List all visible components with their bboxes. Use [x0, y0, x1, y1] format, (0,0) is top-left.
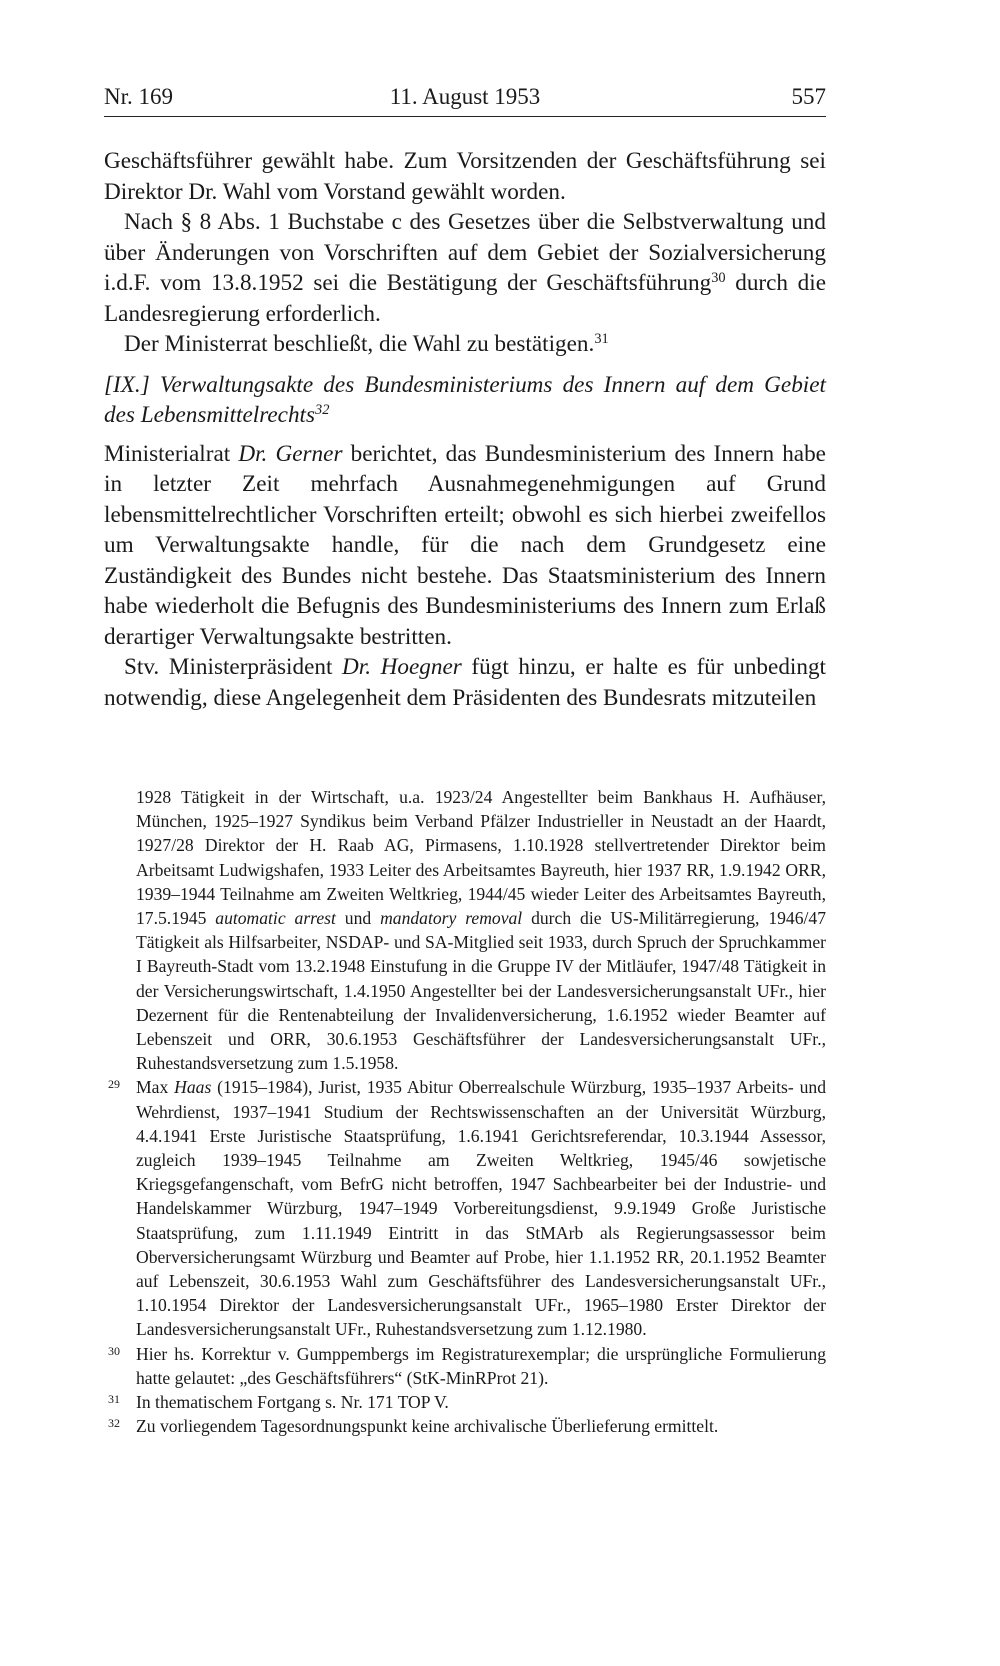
- footnote-marker: 31: [108, 1392, 120, 1407]
- footnote-marker: 29: [108, 1077, 120, 1092]
- person-name: Dr. Gerner: [238, 440, 343, 467]
- footnote-ref-30[interactable]: 30: [711, 270, 726, 287]
- header-date: 11. August 1953: [389, 84, 541, 109]
- document-number: Nr. 169: [104, 84, 173, 109]
- footnote-marker: 32: [108, 1416, 120, 1431]
- paragraph: Ministerialrat Dr. Gerner berichtet, das Bundesministerium des Innern habe in letzter Zeit mehrfach Ausnahmegenehmigungen auf Grund lebensmittelrechtlicher Vorschriften erteilt; obwohl es sich hierbei zweifellos um Verwaltungsakte handle, für die nach dem Grundgesetz eine Zuständigkeit des Bundes nicht bestehe. Das Staatsministerium des Innern habe wiederholt die Befugnis des Bundesministeriums des Innern zum Erlaß derartiger Verwaltungsakte bestritten.: [104, 440, 826, 650]
- paragraph: Der Ministerrat beschließt, die Wahl zu bestätigen.$^{31}$: [124, 331, 609, 357]
- main-text: [104, 146, 826, 713]
- section-heading: [104, 370, 826, 431]
- person-name: Haas: [174, 1077, 212, 1098]
- section-number: [IX.]: [104, 371, 150, 398]
- footnote-31: 31 In thematischem Fortgang s. Nr. 171 TOP V.: [104, 1390, 826, 1414]
- paragraph: Geschäftsführer gewählt habe. Zum Vorsitzenden der Geschäftsführung sei Direktor Dr. Wahl vom Vorstand gewählt worden.: [104, 148, 826, 205]
- footnote-30: 30 Hier hs. Korrektur v. Gumppembergs im Registraturexemplar; die ursprüngliche Formulierung hatte gelautet: „des Geschäftsführers“ (StK-MinRProt 21).: [104, 1342, 826, 1390]
- page-number: 557: [791, 84, 826, 109]
- footnote-28-continued: 1928 Tätigkeit in der Wirtschaft, u.a. 1923/24 Angestellter beim Bankhaus H. Aufhäuser, München, 1925–1927 Syndikus beim Verband Pfälzer Industrieller in Neustadt an der Haardt, 1927/28 Direktor der H. Raab AG, Pirmasens, 1.10.1928 stellvertretender Direktor beim Arbeitsamt Ludwigshafen, 1933 Leiter des Arbeitsamtes Bayreuth, hier 1937 RR, 1.9.1942 ORR, 1939–1944 Teilnahme am Zweiten Weltkrieg, 1944/45 wieder Leiter des Arbeitsamtes Bayreuth, 17.5.1945 automatic arrest und mandatory removal durch die US-Militärregierung, 1946/47 Tätigkeit als Hilfsarbeiter, NSDAP- und SA-Mitglied seit 1933, durch Spruch der Spruchkammer I Bayreuth-Stadt vom 13.2.1948 Einstufung in die Gruppe IV der Mitläufer, 1947/48 Tätigkeit in der Versicherungswirtschaft, 1.4.1950 Angestellter bei der Landesversicherungsanstalt UFr., hier Dezernent für die Rentenabteilung der Invalidenversicherung, 1.6.1952 wieder Beamter auf Lebenszeit und ORR, 30.6.1953 Geschäftsführer der Landesversicherungsanstalt UFr., Ruhestandsversetzung zum 1.5.1958.: [136, 787, 826, 1074]
- section-title: Verwaltungsakte des Bundesministeriums des Innern auf dem Gebiet des Lebensmittelrechts: [104, 371, 826, 428]
- footnote-ref-32[interactable]: 32: [315, 402, 330, 419]
- footnote-29: 29 Max Haas (1915–1984), Jurist, 1935 Abitur Oberrealschule Würzburg, 1935–1937 Arbeits- und Wehrdienst, 1937–1941 Studium der Rechtswissenschaften an der Universität Würzburg, 4.4.1941 Erste Juristische Staatsprüfung, 1.6.1941 Gerichtsreferendar, 10.3.1944 Assessor, zugleich 1939–1945 Teilnahme am Zweiten Weltkrieg, 1945/46 sowjetische Kriegsgefangenschaft, vom BefrG nicht betroffen, 1947 Sachbearbeiter bei der Industrie- und Handelskammer Würzburg, 1947–1949 Vorbereitungsdienst, 9.9.1949 Große Juristische Staatsprüfung, zum 1.11.1949 Eintritt in das StMArb als Regierungsassessor beim Oberversicherungsamt Würzburg und Beamter auf Probe, hier 1.1.1952 RR, 20.1.1952 Beamter auf Lebenszeit, 30.6.1953 Wahl zum Geschäftsführer des Landesversicherungsanstalt UFr., 1.10.1954 Direktor der Landesversicherungsanstalt UFr., 1965–1980 Erster Direktor der Landesversicherungsanstalt UFr., Ruhestandsversetzung zum 1.12.1980.: [104, 1075, 826, 1341]
- footnote-ref-31[interactable]: 31: [594, 331, 609, 348]
- paragraph: Nach § 8 Abs. 1 Buchstabe c des Gesetzes über die Selbstverwaltung und über Änderungen von Vorschriften auf dem Gebiet der Sozialversicherung i.d.F. vom 13.8.1952 sei die Bestätigung der Geschäftsführung$^{30}$ durch die Landesregierung erforderlich.: [104, 209, 826, 327]
- running-header: [104, 80, 826, 117]
- footnote-marker: 30: [108, 1343, 120, 1358]
- person-name: Dr. Hoegner: [342, 654, 462, 680]
- footnote-32: 32 Zu vorliegendem Tagesordnungspunkt keine archivalische Überlieferung ermittelt.: [104, 1414, 826, 1438]
- paragraph: Stv. Ministerpräsident Dr. Hoegner fügt hinzu, er halte es für unbedingt notwendig, diese Angelegenheit dem Präsidenten des Bundesrats mitzuteilen: [104, 654, 826, 711]
- footnotes: [104, 785, 826, 1438]
